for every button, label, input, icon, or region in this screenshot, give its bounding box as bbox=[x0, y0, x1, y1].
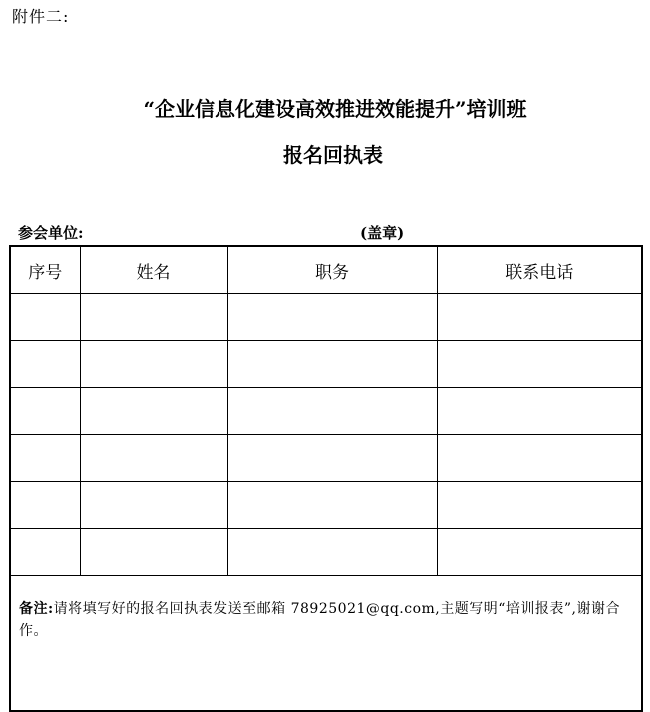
table-row bbox=[10, 388, 642, 435]
table-body bbox=[10, 294, 642, 712]
name-cell[interactable] bbox=[80, 529, 227, 576]
attachment-label: 附件二: bbox=[12, 7, 70, 26]
position-cell[interactable] bbox=[227, 388, 437, 435]
note-cell bbox=[10, 576, 642, 712]
header-name: 姓名 bbox=[80, 246, 227, 294]
name-cell[interactable] bbox=[80, 388, 227, 435]
name-cell[interactable] bbox=[80, 482, 227, 529]
phone-cell[interactable] bbox=[437, 435, 642, 482]
table-row bbox=[10, 435, 642, 482]
phone-cell[interactable] bbox=[437, 294, 642, 341]
serial-cell[interactable] bbox=[10, 341, 80, 388]
form-subtitle: 报名回执表 bbox=[283, 143, 383, 167]
stamp-label: (盖章) bbox=[360, 224, 405, 242]
name-cell[interactable] bbox=[80, 294, 227, 341]
position-cell[interactable] bbox=[227, 529, 437, 576]
position-cell[interactable] bbox=[227, 294, 437, 341]
note-text: 请将填写好的报名回执表发送至邮箱 78925021@qq.com,主题写明“培训报表”,谢谢合作。 bbox=[19, 601, 621, 639]
serial-cell[interactable] bbox=[10, 529, 80, 576]
header-position: 职务 bbox=[227, 246, 437, 294]
phone-cell[interactable] bbox=[437, 341, 642, 388]
header-serial: 序号 bbox=[10, 246, 80, 294]
position-cell[interactable] bbox=[227, 341, 437, 388]
unit-label: 参会单位: bbox=[18, 224, 84, 242]
name-cell[interactable] bbox=[80, 435, 227, 482]
table-row bbox=[10, 482, 642, 529]
header-phone: 联系电话 bbox=[437, 246, 642, 294]
note-row bbox=[10, 576, 642, 712]
note-label: 备注: bbox=[19, 601, 54, 617]
table-row bbox=[10, 294, 642, 341]
serial-cell[interactable] bbox=[10, 435, 80, 482]
serial-cell[interactable] bbox=[10, 294, 80, 341]
table-row bbox=[10, 341, 642, 388]
form-title: “企业信息化建设高效推进效能提升”培训班 bbox=[143, 97, 527, 121]
serial-cell[interactable] bbox=[10, 388, 80, 435]
name-cell[interactable] bbox=[80, 341, 227, 388]
position-cell[interactable] bbox=[227, 482, 437, 529]
serial-cell[interactable] bbox=[10, 482, 80, 529]
phone-cell[interactable] bbox=[437, 482, 642, 529]
phone-cell[interactable] bbox=[437, 529, 642, 576]
table-header-row bbox=[10, 246, 642, 294]
position-cell[interactable] bbox=[227, 435, 437, 482]
phone-cell[interactable] bbox=[437, 388, 642, 435]
registration-table bbox=[9, 245, 643, 712]
table-row bbox=[10, 529, 642, 576]
